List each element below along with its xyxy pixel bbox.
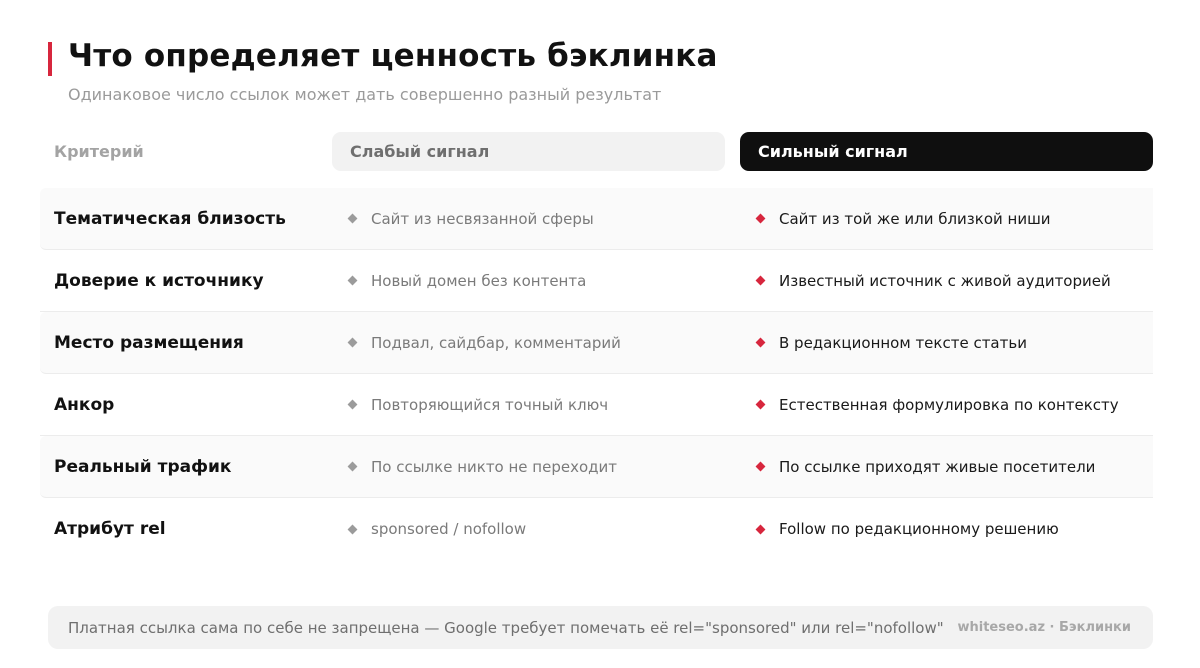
strong-signal-text: Известный источник с живой аудиторией xyxy=(779,271,1111,290)
strong-signal-text: Follow по редакционному решению xyxy=(779,520,1059,538)
red-diamond-bullet-icon xyxy=(756,276,766,286)
gray-diamond-bullet-icon xyxy=(348,276,358,286)
footer-note-bar xyxy=(48,606,1153,649)
title-accent-bar xyxy=(48,42,52,76)
strong-signal-cell xyxy=(756,188,1051,249)
column-header-weak-signal xyxy=(332,132,725,171)
red-diamond-bullet-icon xyxy=(756,462,766,472)
red-diamond-bullet-icon xyxy=(756,338,766,348)
gray-diamond-bullet-icon xyxy=(348,214,358,224)
criterion-label: Реальный трафик xyxy=(54,456,232,477)
red-diamond-bullet-icon xyxy=(756,214,766,224)
weak-signal-cell xyxy=(348,498,526,560)
weak-signal-cell xyxy=(348,250,586,311)
gray-diamond-bullet-icon xyxy=(348,462,358,472)
column-header-weak-label: Слабый сигнал xyxy=(350,142,490,161)
table-row xyxy=(40,250,1153,312)
weak-signal-text: По ссылке никто не переходит xyxy=(371,457,618,476)
gray-diamond-bullet-icon xyxy=(348,400,358,410)
weak-signal-text: Сайт из несвязанной сферы xyxy=(371,209,594,228)
table-row xyxy=(40,374,1153,436)
column-header-strong-label: Сильный сигнал xyxy=(758,142,908,161)
weak-signal-cell xyxy=(348,188,594,249)
red-diamond-bullet-icon xyxy=(756,524,766,534)
strong-signal-text: Сайт из той же или близкой ниши xyxy=(779,209,1051,228)
strong-signal-cell xyxy=(756,436,1095,497)
weak-signal-cell xyxy=(348,436,617,497)
gray-diamond-bullet-icon xyxy=(348,524,358,534)
page-title: Что определяет ценность бэклинка xyxy=(68,38,718,74)
strong-signal-text: Естественная формулировка по контексту xyxy=(779,395,1119,414)
weak-signal-text: Новый домен без контента xyxy=(371,271,587,290)
weak-signal-text: Повторяющийся точный ключ xyxy=(371,395,609,414)
footer-brand: whiteseo.az · Бэклинки xyxy=(957,620,1131,635)
comparison-table xyxy=(40,188,1153,560)
gray-diamond-bullet-icon xyxy=(348,338,358,348)
criterion-label: Анкор xyxy=(54,394,115,415)
strong-signal-text: По ссылке приходят живые посетители xyxy=(779,457,1096,476)
criterion-label: Доверие к источнику xyxy=(54,270,264,291)
table-row xyxy=(40,498,1153,560)
page-subtitle: Одинаковое число ссылок может дать совершенно разный результат xyxy=(68,85,662,104)
weak-signal-cell xyxy=(348,312,621,373)
strong-signal-cell xyxy=(756,374,1119,435)
table-row xyxy=(40,312,1153,374)
weak-signal-text: Подвал, сайдбар, комментарий xyxy=(371,333,621,352)
table-row xyxy=(40,188,1153,250)
strong-signal-text: В редакционном тексте статьи xyxy=(779,333,1027,352)
footer-note: Платная ссылка сама по себе не запрещена — Google требует помечать её rel="sponsored" или rel="nofollow" xyxy=(68,618,944,637)
weak-signal-text: sponsored / nofollow xyxy=(371,520,527,538)
column-header-criteria: Критерий xyxy=(54,142,144,161)
table-row xyxy=(40,436,1153,498)
strong-signal-cell xyxy=(756,312,1027,373)
column-header-strong-signal xyxy=(740,132,1153,171)
strong-signal-cell xyxy=(756,250,1111,311)
criterion-label: Атрибут rel xyxy=(54,519,166,539)
criterion-label: Тематическая близость xyxy=(54,208,286,229)
strong-signal-cell xyxy=(756,498,1059,560)
criterion-label: Место размещения xyxy=(54,332,244,353)
red-diamond-bullet-icon xyxy=(756,400,766,410)
weak-signal-cell xyxy=(348,374,608,435)
